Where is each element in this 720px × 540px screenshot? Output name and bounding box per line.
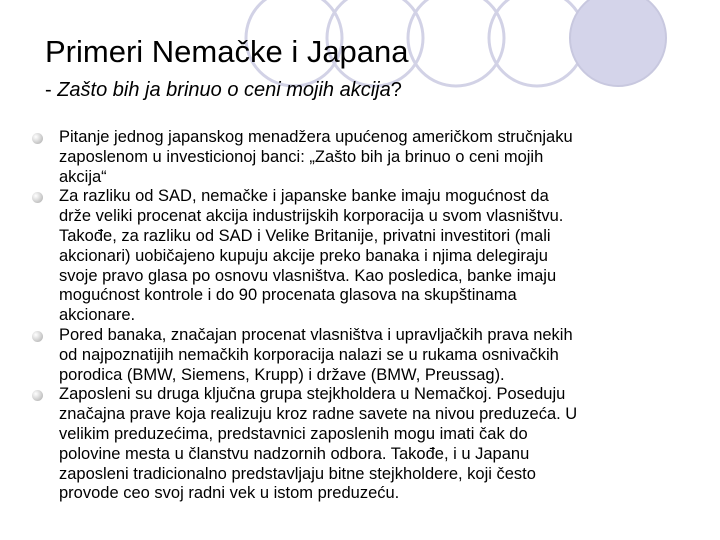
bullet-icon xyxy=(32,390,43,401)
bullet-line: značajna prave koja realizuju kroz radne savete na nivou preduzeća. U xyxy=(59,405,578,424)
bullet-line: od najpoznatijih nemačkih korporacija nalazi se u rukama osnivačkih xyxy=(59,345,559,364)
bullet-line: provode ceo svoj radni vek u istom preduzeću. xyxy=(59,484,400,503)
bullet-item xyxy=(0,128,700,187)
bullet-line: mogućnost kontrole i do 90 procenata glasova na skupštinama xyxy=(59,286,517,305)
bullet-line: velikim preduzećima, predstavnici zaposlenih mogu imati čak do xyxy=(59,424,528,443)
bullet-item xyxy=(0,385,700,504)
decor-circle-5 xyxy=(570,0,666,86)
bullet-line: svoje pravo glasa po osnovu vlasništva. Kao posledica, banke imaju xyxy=(59,266,557,285)
subtitle-question: Zašto bih ja brinuo o ceni mojih akcija xyxy=(57,79,391,101)
slide-title: Primeri Nemačke i Japana xyxy=(45,34,409,69)
bullet-line: drže veliki procenat akcija industrijskih korporacija u svom vlasništvu. xyxy=(59,207,564,226)
bullet-list xyxy=(0,128,700,504)
bullet-icon xyxy=(32,133,43,144)
bullet-line: Pitanje jednog japanskog menadžera upućenog američkom stručnjaku xyxy=(59,128,573,146)
bullet-line: akcionari) uobičajeno kupuju akcije preko banaka i njima delegiraju xyxy=(59,246,548,265)
bullet-line: polovine mesta u članstvu nadzornih odbora. Takođe, i u Japanu xyxy=(59,444,530,463)
bullet-line: akcija“ xyxy=(59,167,107,186)
bullet-line: Zaposleni su druga ključna grupa stejkholdera u Nemačkoj. Poseduju xyxy=(59,385,566,404)
bullet-line: akcionare. xyxy=(59,306,136,325)
subtitle-suffix: ? xyxy=(390,79,402,101)
bullet-item xyxy=(0,326,700,385)
subtitle-prefix: - xyxy=(45,79,58,101)
bullet-line: Za razliku od SAD, nemačke i japanske banke imaju mogućnost da xyxy=(59,187,549,206)
bullet-line: zaposlenom u investicionoj banci: „Zašto bih ja brinuo o ceni mojih xyxy=(59,147,544,166)
bullet-item xyxy=(0,187,700,326)
bullet-line: zaposleni tradicionalno predstavljaju bitne stejkholdere, koji često xyxy=(59,464,536,483)
slide-subtitle xyxy=(45,78,402,102)
bullet-icon xyxy=(32,331,43,342)
bullet-line: Pored banaka, značajan procenat vlasništva i upravljačkih prava nekih xyxy=(59,325,573,344)
bullet-icon xyxy=(32,192,43,203)
bullet-line: porodica (BMW, Siemens, Krupp) i države (BMW, Preussag). xyxy=(59,365,505,384)
bullet-line: Takođe, za razliku od SAD i Velike Britanije, privatni investitori (mali xyxy=(59,226,551,245)
